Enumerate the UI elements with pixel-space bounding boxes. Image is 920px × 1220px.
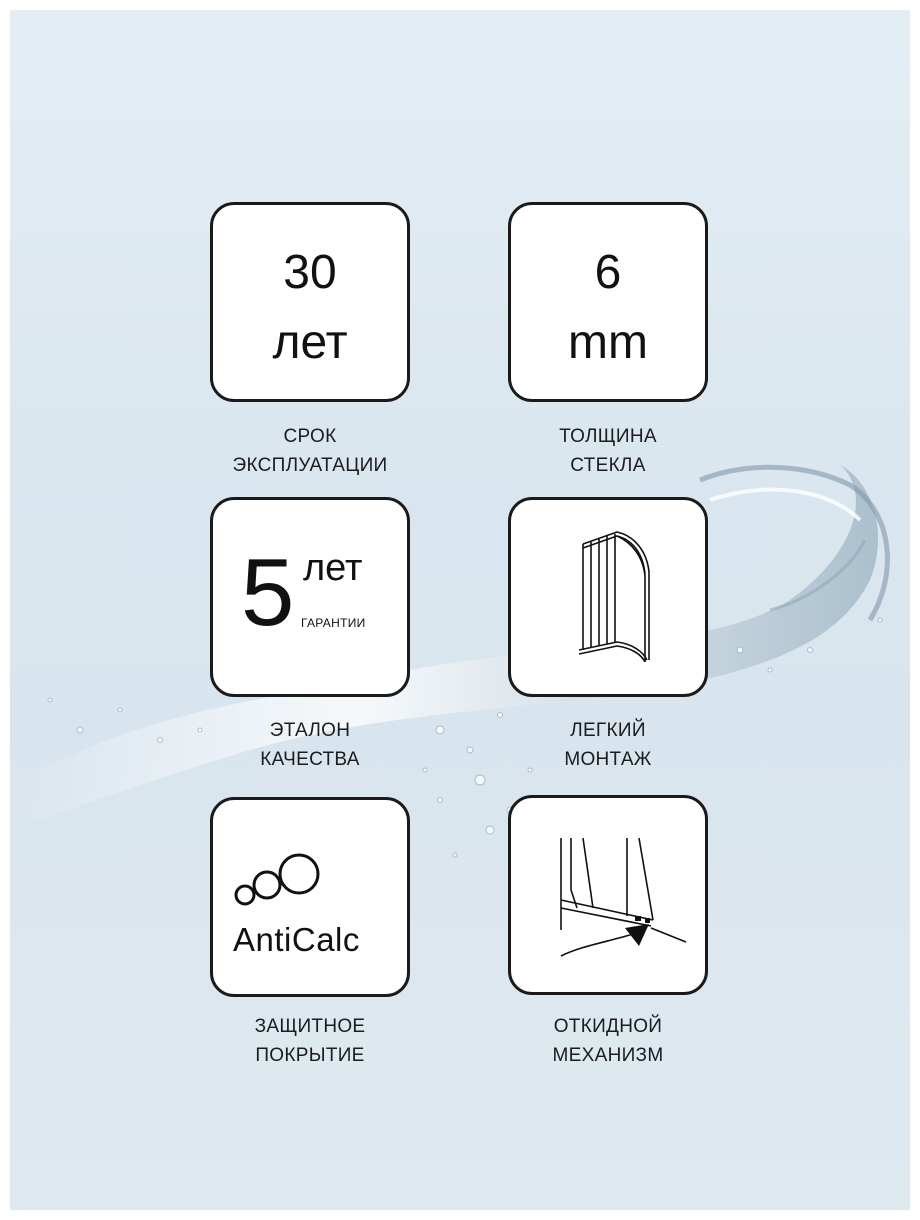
- lifetime-caption: СРОК ЭКСПЛУАТАЦИИ: [232, 426, 388, 476]
- warranty-unit: лет: [303, 547, 363, 589]
- warranty-number: 5: [241, 539, 295, 646]
- folding-door-icon: [541, 838, 691, 968]
- lifetime-value: 30: [283, 246, 337, 299]
- background-panel: [10, 10, 910, 1210]
- quality-caption: ЭТАЛОН КАЧЕСТВА: [260, 720, 360, 770]
- glass-thickness-caption: ТОЛЩИНА СТЕКЛА: [559, 426, 657, 476]
- glass-thickness-value: 6: [594, 246, 622, 299]
- folding-mechanism-caption: ОТКИДНОЙ МЕХАНИЗМ: [552, 1016, 664, 1066]
- easy-install-card: [508, 497, 708, 697]
- glass-thickness-unit: mm: [568, 316, 648, 369]
- lifetime-card: [210, 202, 410, 402]
- warranty-label: ГАРАНТИИ: [301, 616, 366, 630]
- shower-cabin-icon: [577, 522, 653, 662]
- anticalc-card: [210, 797, 410, 997]
- lifetime-unit: лет: [272, 316, 348, 369]
- protective-coating-caption: ЗАЩИТНОЕ ПОКРЫТИЕ: [254, 1016, 366, 1066]
- bubbles-icon: [233, 850, 323, 920]
- water-splash-decoration: [10, 10, 910, 1210]
- easy-install-caption: ЛЕГКИЙ МОНТАЖ: [564, 720, 652, 770]
- anticalc-label: AntiCalc: [233, 921, 360, 958]
- folding-mechanism-card: [508, 795, 708, 995]
- warranty-card: [210, 497, 410, 697]
- glass-thickness-card: [508, 202, 708, 402]
